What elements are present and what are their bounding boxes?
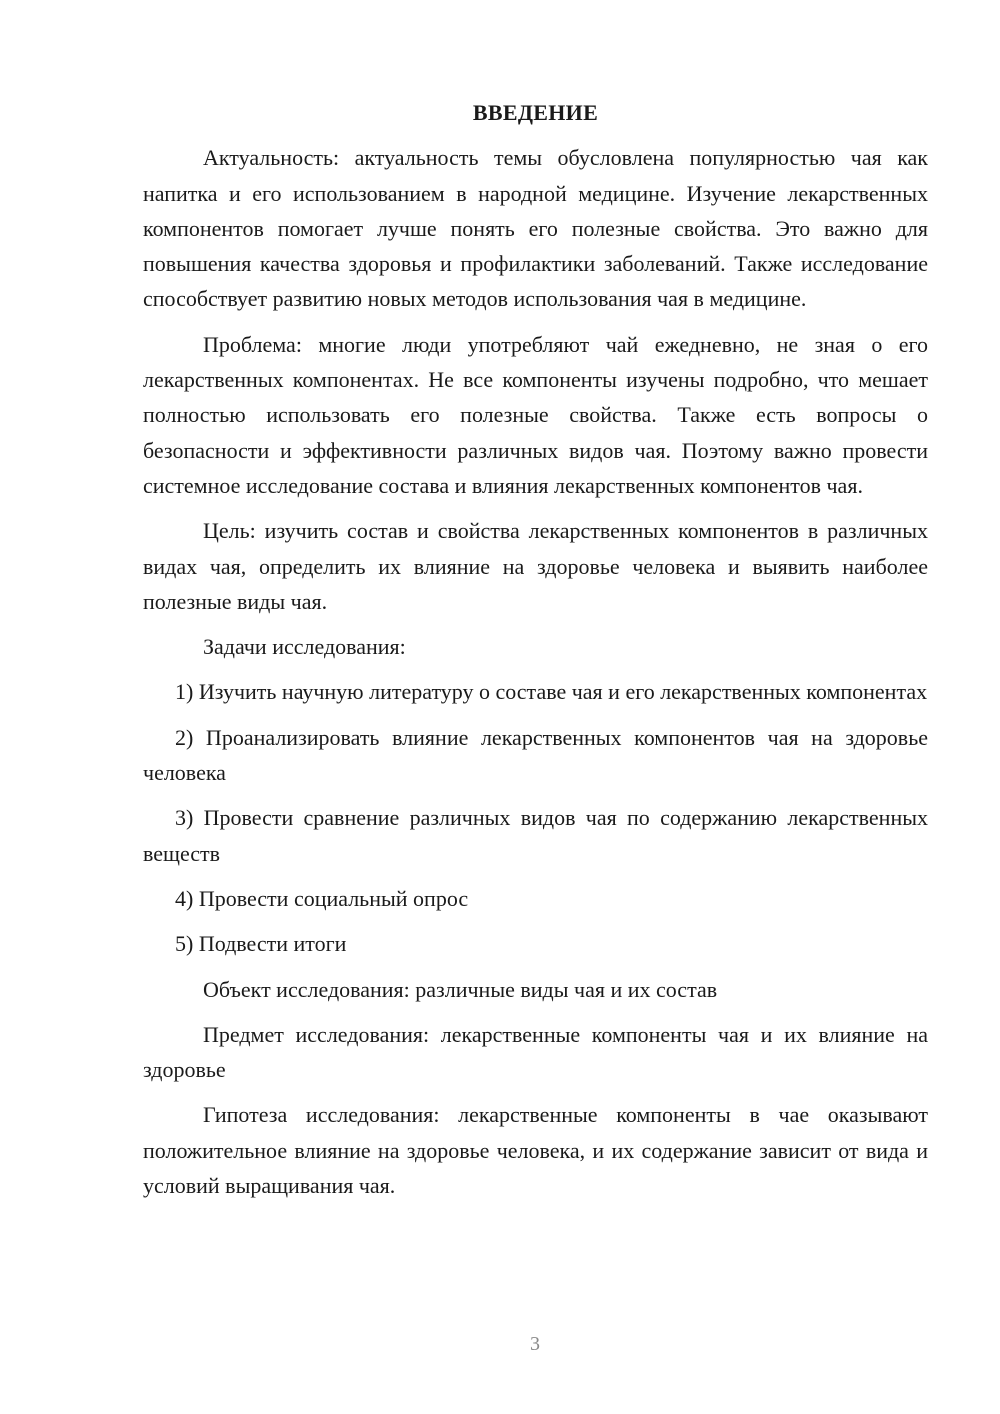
tasks-heading: Задачи исследования:: [203, 634, 406, 660]
goal-paragraph: Цель: изучить состав и свойства лекарственных компонентов в различных видах чая, определить их влияние на здоровье человека и выявить наиболее полезные виды чая.: [143, 518, 928, 614]
document-page: [143, 95, 928, 1203]
relevance-paragraph: Актуальность: актуальность темы обусловлена популярностью чая как напитка и его использованием в народной медицине. Изучение лекарственных компонентов помогает лучше понять его полезные свойства. Это важно для повышения качества здоровья и профилактики заболеваний. Также исследование способствует развитию новых методов использования чая в медицине.: [143, 145, 928, 312]
problem-paragraph: Проблема: многие люди употребляют чай ежедневно, не зная о его лекарственных компонентах. Не все компоненты изучены подробно, что мешает полностью использовать его полезные свойства. Также есть вопросы о безопасности и эффективности различных видов чая. Поэтому важно провести системное исследование состава и влияния лекарственных компонентов чая.: [143, 331, 928, 498]
list-item: 1) Изучить научную литературу о составе чая и его лекарственных компонентах: [175, 679, 928, 705]
page-number: 3: [530, 1333, 540, 1355]
subject-paragraph: Предмет исследования: лекарственные компоненты чая и их влияние на здоровье: [143, 1021, 928, 1083]
list-item: 4) Провести социальный опрос: [175, 885, 469, 911]
list-item: 2) Проанализировать влияние лекарственных компонентов чая на здоровье человека: [143, 724, 928, 786]
list-item: 3) Провести сравнение различных видов чая по содержанию лекарственных веществ: [143, 805, 928, 866]
object-paragraph: Объект исследования: различные виды чая и их состав: [203, 976, 718, 1002]
tasks-list: [143, 674, 928, 961]
list-item: 5) Подвести итоги: [175, 931, 347, 957]
hypothesis-paragraph: Гипотеза исследования: лекарственные компоненты в чае оказывают положительное влияние на здоровье человека, и их содержание зависит от вида и условий выращивания чая.: [143, 1102, 928, 1199]
section-title: ВВЕДЕНИЕ: [472, 100, 599, 125]
